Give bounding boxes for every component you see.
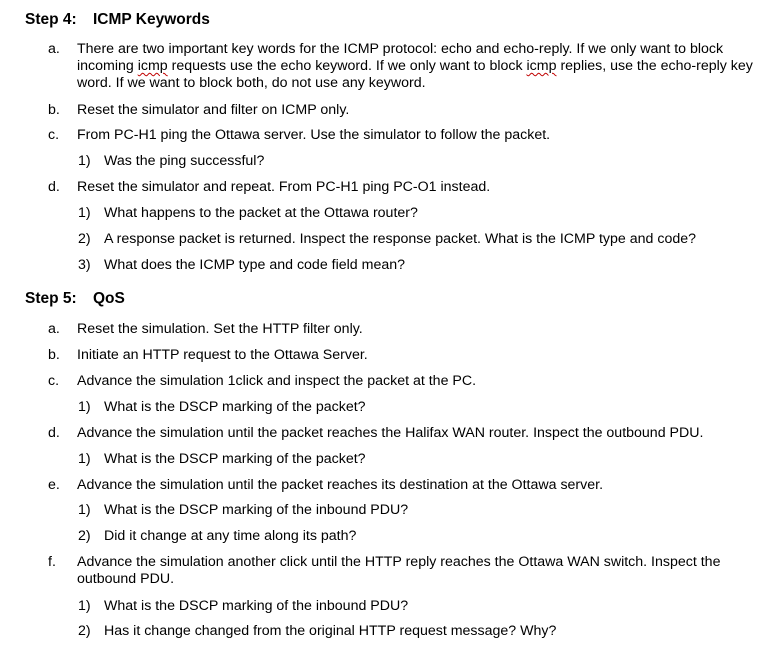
list-item-text: What is the DSCP marking of the packet? xyxy=(104,399,366,415)
list-marker: f. xyxy=(48,554,56,570)
step4-item-d xyxy=(48,179,768,196)
list-item-text: Advance the simulation until the packet reaches the Halifax WAN router. Inspect the outbound PDU. xyxy=(77,425,704,441)
list-marker: d. xyxy=(48,179,60,195)
list-marker: a. xyxy=(48,41,60,57)
list-item-text: What does the ICMP type and code field mean? xyxy=(104,257,406,273)
text-segment: replies, use the echo-reply key word. If we want to block both, do not use any keyword. xyxy=(77,58,753,91)
step4-item-c-sub-1 xyxy=(78,153,768,170)
step5-item-c-sub-1 xyxy=(78,399,768,416)
list-item-text: Did it change at any time along its path? xyxy=(104,528,357,544)
step4-item-b xyxy=(48,102,768,119)
list-marker: a. xyxy=(48,321,60,337)
list-item-text: What is the DSCP marking of the packet? xyxy=(104,451,366,467)
list-item-text: Was the ping successful? xyxy=(104,153,265,169)
step5-item-d xyxy=(48,425,768,442)
spellcheck-word: icmp xyxy=(526,58,557,74)
list-item-text: What is the DSCP marking of the inbound PDU? xyxy=(104,502,409,518)
step5-item-e xyxy=(48,477,768,494)
step5-title: QoS xyxy=(93,290,125,307)
text-segment: There are two important key words for the ICMP protocol: echo and echo-reply. If we only want to block incoming xyxy=(77,41,724,74)
step5-item-f xyxy=(48,554,768,588)
list-item-text: What happens to the packet at the Ottawa router? xyxy=(104,205,418,221)
list-item-text: From PC-H1 ping the Ottawa server. Use the simulator to follow the packet. xyxy=(77,127,551,143)
step5-item-f-sub-1 xyxy=(78,598,768,615)
list-item-text: Advance the simulation another click until the HTTP reply reaches the Ottawa WAN switch. Inspect the outbound PDU. xyxy=(77,554,721,587)
list-item-text: Advance the simulation 1click and inspect the packet at the PC. xyxy=(77,373,477,389)
step4-item-c xyxy=(48,127,768,144)
step5-item-c xyxy=(48,373,768,390)
list-item-text: Reset the simulator and repeat. From PC-H1 ping PC-O1 instead. xyxy=(77,179,491,195)
step5-item-a xyxy=(48,321,768,338)
list-marker: 2) xyxy=(78,528,91,544)
step4-item-d-sub-1 xyxy=(78,205,768,222)
step4-item-d-sub-3 xyxy=(78,257,768,274)
step5-item-b xyxy=(48,347,768,364)
step4-item-d-sub-2 xyxy=(78,231,768,248)
list-item-text: Reset the simulator and filter on ICMP only. xyxy=(77,102,350,118)
list-marker: 2) xyxy=(78,623,91,639)
list-marker: 1) xyxy=(78,598,91,614)
list-item-text xyxy=(77,41,768,92)
step5-item-d-sub-1 xyxy=(78,451,768,468)
step5-number: Step 5: xyxy=(25,290,77,307)
list-marker: d. xyxy=(48,425,60,441)
step5-heading xyxy=(25,290,125,307)
step4-number: Step 4: xyxy=(25,11,77,28)
list-marker: c. xyxy=(48,127,60,143)
list-marker: 1) xyxy=(78,153,91,169)
list-marker: 1) xyxy=(78,451,91,467)
list-item-text: Advance the simulation until the packet reaches its destination at the Ottawa server. xyxy=(77,477,604,493)
list-marker: 1) xyxy=(78,205,91,221)
list-marker: 2) xyxy=(78,231,91,247)
list-marker: c. xyxy=(48,373,60,389)
list-marker: 1) xyxy=(78,399,91,415)
step5-item-e-sub-1 xyxy=(78,502,768,519)
list-item-text: Has it change changed from the original HTTP request message? Why? xyxy=(104,623,557,639)
list-marker: e. xyxy=(48,477,60,493)
list-item-text: Initiate an HTTP request to the Ottawa Server. xyxy=(77,347,368,363)
step5-item-f-sub-2 xyxy=(78,623,768,640)
step4-item-a xyxy=(48,41,768,92)
list-marker: 3) xyxy=(78,257,91,273)
list-marker: b. xyxy=(48,102,60,118)
list-item-text: What is the DSCP marking of the inbound PDU? xyxy=(104,598,409,614)
list-marker: b. xyxy=(48,347,60,363)
list-marker: 1) xyxy=(78,502,91,518)
list-item-text: A response packet is returned. Inspect the response packet. What is the ICMP type and code? xyxy=(104,231,697,247)
list-item-text: Reset the simulation. Set the HTTP filter only. xyxy=(77,321,363,337)
step4-heading xyxy=(25,11,210,28)
step5-item-e-sub-2 xyxy=(78,528,768,545)
step4-title: ICMP Keywords xyxy=(93,11,210,28)
text-segment: requests use the echo keyword. If we only want to block xyxy=(167,58,527,74)
spellcheck-word: icmp xyxy=(137,58,168,74)
